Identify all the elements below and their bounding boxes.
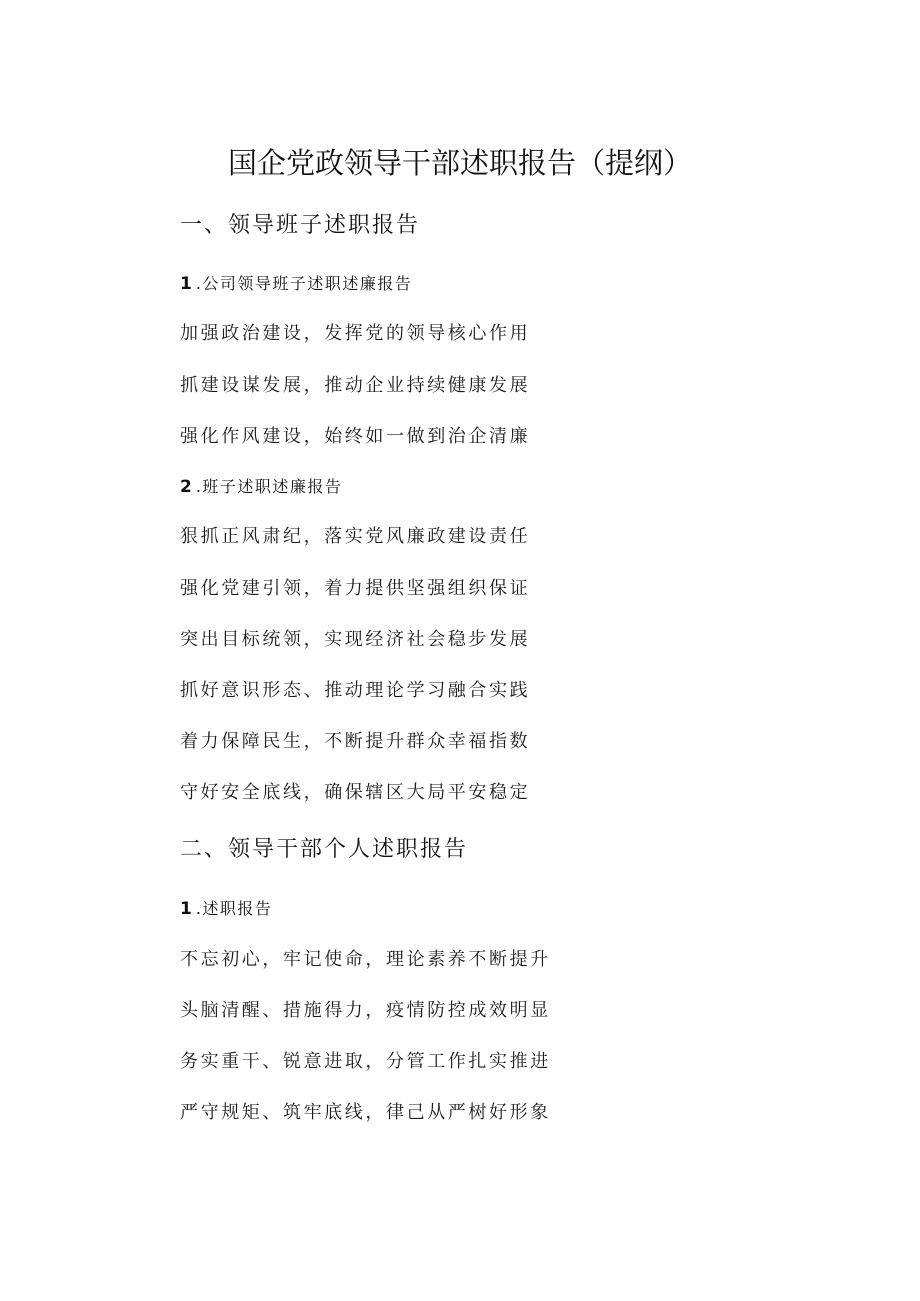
paragraph-line: 突出目标统领，实现经济社会稳步发展 xyxy=(180,629,531,650)
subsection-heading-2-1 xyxy=(180,897,272,921)
paragraph-line: 抓建设谋发展，推动企业持续健康发展 xyxy=(180,375,531,396)
subsection-label: .述职报告 xyxy=(195,899,273,918)
paragraph-line: 强化作风建设，始终如一做到治企清廉 xyxy=(180,426,531,447)
section-heading-2: 二、领导干部个人述职报告 xyxy=(180,837,469,862)
paragraph-line: 狠抓正风肃纪，落实党风廉政建设责任 xyxy=(180,526,531,547)
paragraph-line: 抓好意识形态、推动理论学习融合实践 xyxy=(180,680,531,701)
subsection-label: .公司领导班子述职述廉报告 xyxy=(195,274,413,293)
subsection-label: .班子述职述廉报告 xyxy=(195,477,343,496)
paragraph-line: 强化党建引领，着力提供坚强组织保证 xyxy=(180,578,531,599)
paragraph-line: 加强政治建设，发挥党的领导核心作用 xyxy=(180,323,531,344)
paragraph-line: 守好安全底线，确保辖区大局平安稳定 xyxy=(180,782,531,803)
paragraph-line: 务实重干、锐意进取，分管工作扎实推进 xyxy=(180,1051,551,1072)
subsection-number: 1 xyxy=(180,899,192,919)
paragraph-line: 着力保障民生，不断提升群众幸福指数 xyxy=(180,731,531,752)
subsection-heading-1-1 xyxy=(180,272,412,296)
subsection-number: 2 xyxy=(180,477,192,497)
document-title: 国企党政领导干部述职报告（提纲） xyxy=(227,146,692,180)
paragraph-line: 严守规矩、筑牢底线，律己从严树好形象 xyxy=(180,1102,551,1123)
subsection-heading-1-2 xyxy=(180,475,342,499)
paragraph-line: 不忘初心，牢记使命，理论素养不断提升 xyxy=(180,949,551,970)
paragraph-line: 头脑清醒、措施得力，疫情防控成效明显 xyxy=(180,1000,551,1021)
section-heading-1: 一、领导班子述职报告 xyxy=(180,213,421,238)
subsection-number: 1 xyxy=(180,274,192,294)
